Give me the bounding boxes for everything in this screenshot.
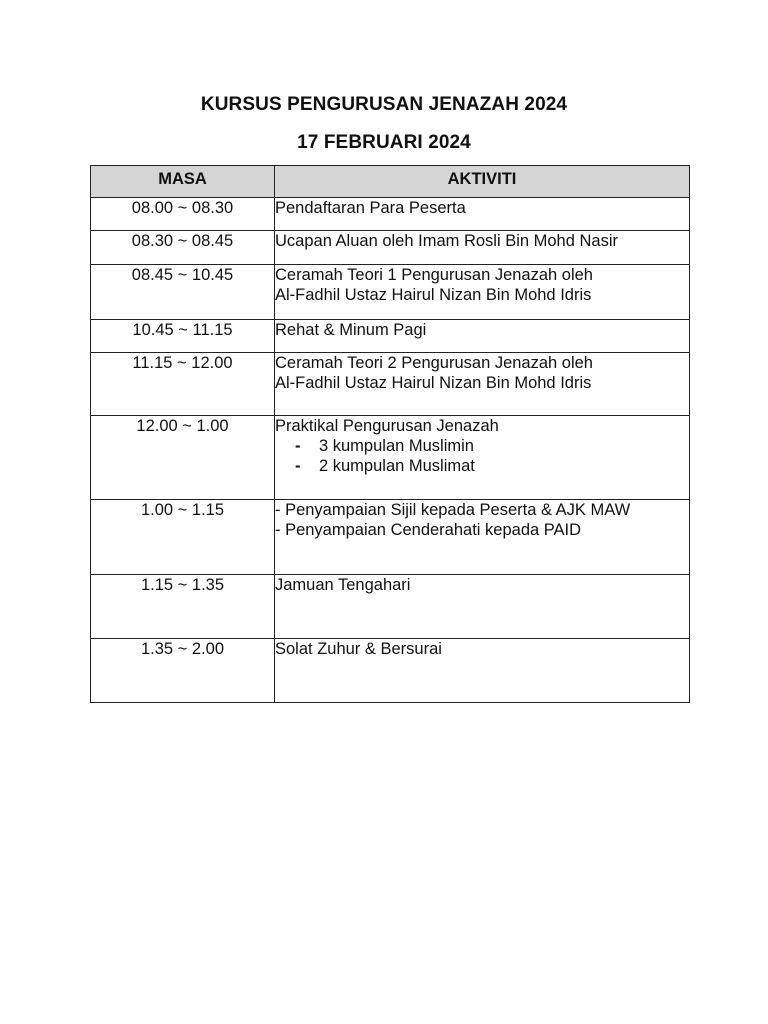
activity-cell (275, 416, 690, 500)
activity-cell (275, 500, 690, 575)
activity-text: Al-Fadhil Ustaz Hairul Nizan Bin Mohd Idris (275, 286, 592, 304)
header-activity: AKTIVITI (275, 166, 690, 198)
time-cell: 08.00 ~ 08.30 (91, 198, 275, 231)
activity-cell (275, 231, 690, 265)
activity-text: - Penyampaian Sijil kepada Peserta & AJK MAW (275, 501, 631, 519)
time-cell: 1.00 ~ 1.15 (91, 500, 275, 575)
table-row (91, 320, 690, 353)
document-date: 17 FEBRUARI 2024 (297, 132, 471, 153)
table-row (91, 353, 690, 416)
activity-cell (275, 198, 690, 231)
activity-text: Ceramah Teori 2 Pengurusan Jenazah oleh (275, 354, 593, 372)
bullet-text: 2 kumpulan Muslimat (319, 457, 475, 475)
list-item (295, 456, 689, 476)
table-row (91, 639, 690, 703)
time-cell: 12.00 ~ 1.00 (91, 416, 275, 500)
activity-bullet-list (275, 436, 689, 476)
time-cell: 11.15 ~ 12.00 (91, 353, 275, 416)
table-header-row (91, 166, 690, 198)
dash-bullet-icon: - (295, 437, 301, 455)
table-row (91, 231, 690, 265)
time-cell: 1.15 ~ 1.35 (91, 575, 275, 639)
activity-text: Ucapan Aluan oleh Imam Rosli Bin Mohd Nasir (275, 232, 618, 250)
activity-text: Rehat & Minum Pagi (275, 321, 427, 339)
schedule-table (90, 165, 690, 703)
table-row (91, 265, 690, 320)
activity-cell (275, 639, 690, 703)
list-item (295, 436, 689, 456)
header-time: MASA (91, 166, 275, 198)
time-cell: 08.45 ~ 10.45 (91, 265, 275, 320)
table-row (91, 500, 690, 575)
table-row (91, 416, 690, 500)
activity-cell (275, 265, 690, 320)
activity-cell (275, 320, 690, 353)
activity-cell (275, 575, 690, 639)
activity-text: Pendaftaran Para Peserta (275, 199, 466, 217)
activity-text: Praktikal Pengurusan Jenazah (275, 417, 499, 435)
time-cell: 1.35 ~ 2.00 (91, 639, 275, 703)
activity-text: Ceramah Teori 1 Pengurusan Jenazah oleh (275, 266, 593, 284)
bullet-text: 3 kumpulan Muslimin (319, 437, 474, 455)
activity-text: Jamuan Tengahari (275, 576, 411, 594)
activity-text: Solat Zuhur & Bersurai (275, 640, 442, 658)
time-cell: 10.45 ~ 11.15 (91, 320, 275, 353)
activity-text: - Penyampaian Cenderahati kepada PAID (275, 521, 582, 539)
table-row (91, 575, 690, 639)
table-row (91, 198, 690, 231)
activity-cell (275, 353, 690, 416)
dash-bullet-icon: - (295, 457, 301, 475)
document-title: KURSUS PENGURUSAN JENAZAH 2024 (200, 94, 568, 115)
activity-text: Al-Fadhil Ustaz Hairul Nizan Bin Mohd Idris (275, 374, 592, 392)
time-cell: 08.30 ~ 08.45 (91, 231, 275, 265)
